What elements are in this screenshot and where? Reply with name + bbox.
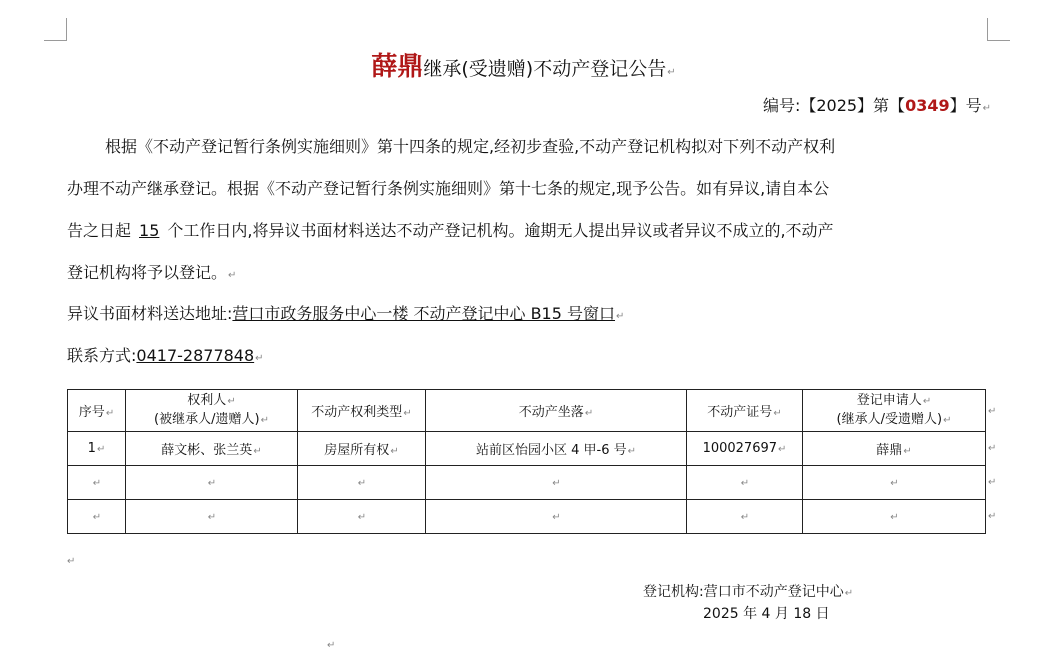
notice-title <box>0 46 1047 83</box>
body-line-4-text: 登记机构将予以登记。 <box>67 263 228 282</box>
table-row-empty: ↵ ↵ ↵ ↵ ↵ ↵ <box>68 500 986 534</box>
registration-agency: 登记机构:营口市不动产登记中心↵ <box>643 584 854 600</box>
paragraph-mark-icon: ↵ <box>982 103 991 114</box>
body-line-3 <box>67 218 989 241</box>
crop-mark-top-left <box>44 18 67 41</box>
contact-label: 联系方式: <box>67 346 137 365</box>
header-seq: 序号↵ <box>68 390 126 432</box>
registration-table <box>67 389 986 534</box>
notice-number <box>763 93 991 116</box>
paragraph-mark-icon: ↵ <box>616 311 625 322</box>
objection-days: 15 <box>139 221 160 240</box>
header-cert-no: 不动产证号↵ <box>687 390 803 432</box>
address-line <box>67 301 989 324</box>
cell-applicant: 薛鼎↵ <box>803 432 986 466</box>
number-prefix: 编号:【2025】第【 <box>762 96 906 115</box>
cell-seq: 1↵ <box>68 432 126 466</box>
contact-line <box>67 343 989 366</box>
paragraph-mark-icon: ↵ <box>67 556 76 567</box>
row-end-mark-icon: ↵ <box>988 511 997 522</box>
header-right-type: 不动产权利类型↵ <box>298 390 426 432</box>
body-line-3-suffix: 个工作日内,将异议书面材料送达不动产登记机构。逾期无人提出异议或者异议不成立的,不动产 <box>167 221 834 240</box>
paragraph-mark-icon: ↵ <box>327 640 336 651</box>
title-rest: 继承(受遗赠)不动产登记公告 <box>423 58 667 80</box>
table-header-row <box>68 390 986 432</box>
table-row-empty: ↵ ↵ ↵ ↵ ↵ ↵ <box>68 466 986 500</box>
address-value: 营口市政务服务中心一楼 不动产登记中心 B15 号窗口 <box>232 304 616 323</box>
address-label: 异议书面材料送达地址: <box>67 304 233 323</box>
row-end-mark-icon: ↵ <box>988 406 997 417</box>
title-name: 薛鼎 <box>371 52 424 82</box>
crop-mark-top-right <box>987 18 1010 41</box>
cell-holder: 薛文彬、张兰英↵ <box>126 432 298 466</box>
paragraph-mark-icon: ↵ <box>228 270 237 281</box>
body-line-2: 办理不动产继承登记。根据《不动产登记暂行条例实施细则》第十七条的规定,现予公告。如有异议,请自本公 <box>67 179 830 198</box>
cell-right-type: 房屋所有权↵ <box>298 432 426 466</box>
header-holder: 权利人↵ (被继承人/遗赠人)↵ <box>126 390 298 432</box>
table-row <box>68 432 986 466</box>
row-end-mark-icon: ↵ <box>988 477 997 488</box>
body-line-4 <box>67 260 989 283</box>
contact-value: 0417-2877848 <box>136 346 255 365</box>
notice-date: 2025 年 4 月 18 日 <box>703 606 830 622</box>
paragraph-mark-icon: ↵ <box>667 67 676 78</box>
body-line-1: 根据《不动产登记暂行条例实施细则》第十四条的规定,经初步查验,不动产登记机构拟对下列不动产权利 <box>105 137 836 156</box>
cell-cert-no: 100027697↵ <box>687 432 803 466</box>
row-end-mark-icon: ↵ <box>988 443 997 454</box>
number-value: 0349 <box>905 96 950 115</box>
header-location: 不动产坐落↵ <box>426 390 687 432</box>
cell-location: 站前区怡园小区 4 甲-6 号↵ <box>426 432 687 466</box>
body-line-3-prefix: 告之日起 <box>67 221 132 240</box>
paragraph-mark-icon: ↵ <box>255 353 264 364</box>
number-suffix: 】号 <box>949 96 982 115</box>
header-applicant: 登记申请人↵ (继承人/受遗赠人)↵ <box>803 390 986 432</box>
